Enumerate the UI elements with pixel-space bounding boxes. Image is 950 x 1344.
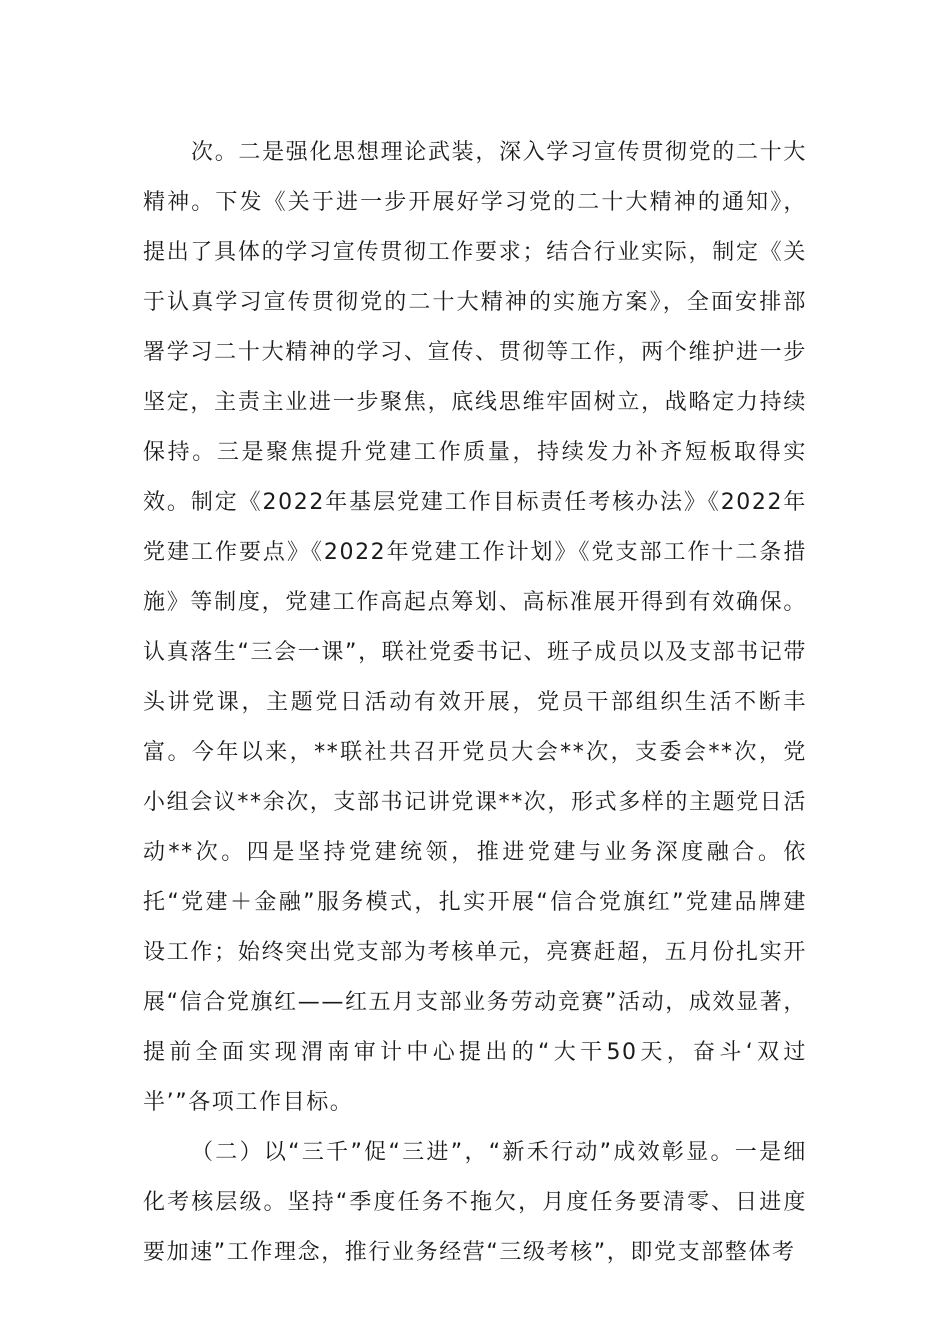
paragraph-section-two: （二）以“三千”促“三进”，“新禾行动”成效彰显。一是细化考核层级。坚持“季度任务不拖欠，月度任务要清零、日进度要加速”工作理念，推行业务经营“三级考核”，即党支部整体考 <box>143 1140 807 1265</box>
document-body <box>143 128 807 1278</box>
paragraph-party-building: 次。二是强化思想理论武装，深入学习宣传贯彻党的二十大精神。下发《关于进一步开展好学习党的二十大精神的通知》，提出了具体的学习宣传贯彻工作要求；结合行业实际，制定《关于认真学习宣传贯彻党的二十大精神的实施方案》，全面安排部署学习二十大精神的学习、宣传、贯彻等工作，两个维护进一步坚定，主责主业进一步聚焦，底线思维牢固树立，战略定力持续保持。三是聚焦提升党建工作质量，持续发力补齐短板取得实效。制定《2022年基层党建工作目标责任考核办法》《2022年党建工作要点》《2022年党建工作计划》《党支部工作十二条措施》等制度，党建工作高起点筹划、高标准展开得到有效确保。认真落生“三会一课”，联社党委书记、班子成员以及支部书记带头讲党课，主题党日活动有效开展，党员干部组织生活不断丰富。今年以来，**联社共召开党员大会**次，支委会**次，党小组会议**余次，支部书记讲党课**次，形式多样的主题党日活动**次。四是坚持党建统领，推进党建与业务深度融合。依托“党建＋金融”服务模式，扎实开展“信合党旗红”党建品牌建设工作；始终突出党支部为考核单元，亮赛赶超，五月份扎实开展“信合党旗红——红五月支部业务劳动竞赛”活动，成效显著，提前全面实现渭南审计中心提出的“大干50天，奋斗‘双过半’”各项工作目标。 <box>143 140 808 1115</box>
